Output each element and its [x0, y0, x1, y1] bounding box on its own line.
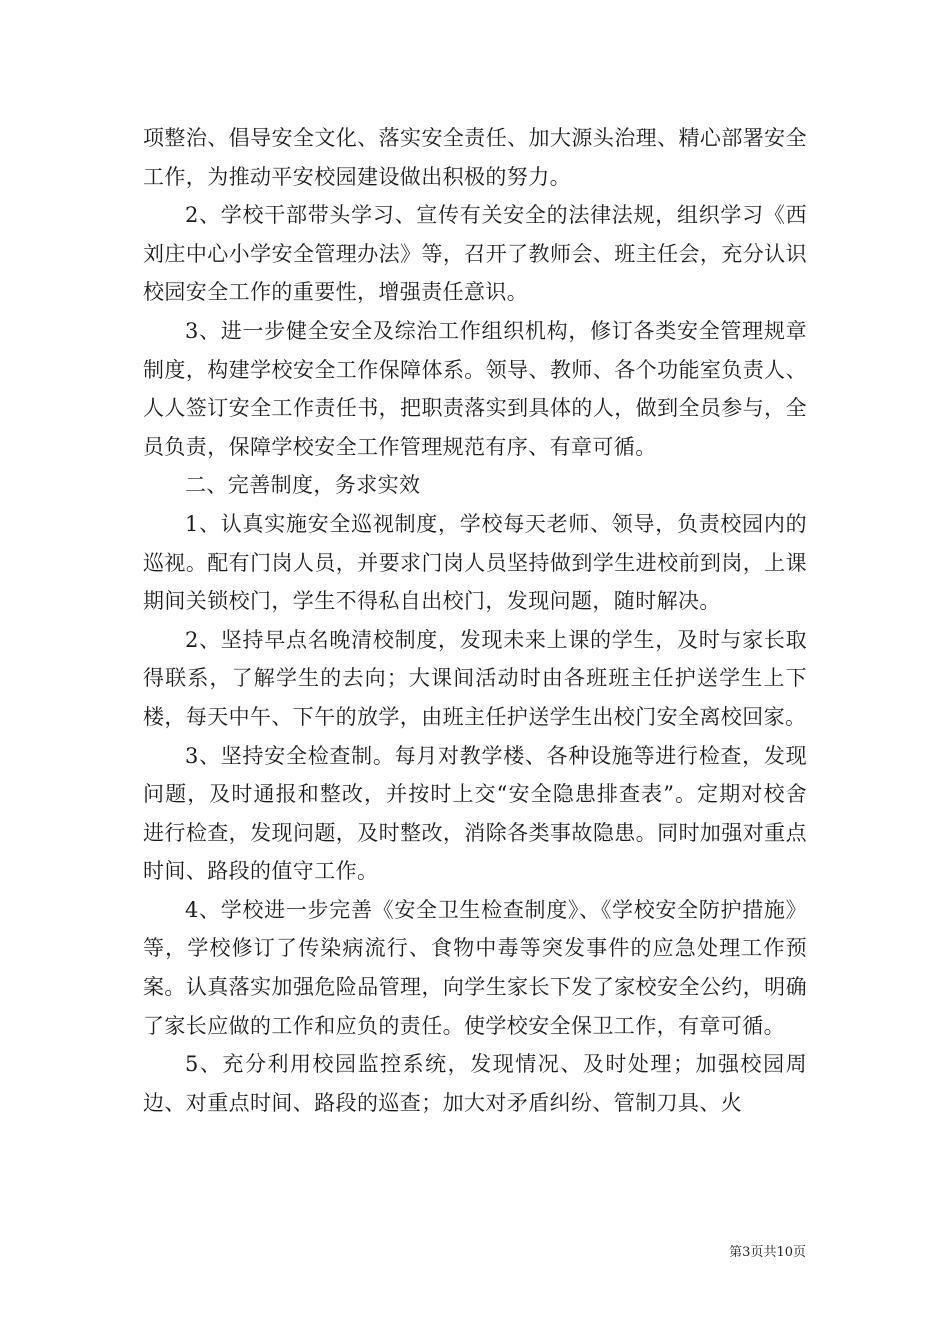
- paragraph-2: 2、学校干部带头学习、宣传有关安全的法律法规，组织学习《西刘庄中心小学安全管理办法》等，召开了教师会、班主任会，充分认识校园安全工作的重要性，增强责任意识。: [143, 203, 807, 305]
- paragraph-8: 4、学校进一步完善《安全卫生检查制度》、《学校安全防护措施》等，学校修订了传染病流行、食物中毒等突发事件的应急处理工作预案。认真落实加强危险品管理，向学生家长下发了家校安全公约，明确了家长应做的工作和应负的责任。使学校安全保卫工作，有章可循。: [143, 897, 807, 1038]
- page-number-footer: 第3页共10页: [729, 1245, 806, 1260]
- section-heading: 二、完善制度，务求实效: [185, 473, 421, 498]
- paragraph-1: 项整治、倡导安全文化、落实安全责任、加大源头治理、精心部署安全工作，为推动平安校园建设做出积极的努力。: [143, 126, 807, 189]
- paragraph-6: 2、坚持早点名晚清校制度，发现未来上课的学生，及时与家长取得联系，了解学生的去向；大课间活动时由各班班主任护送学生上下楼，每天中午、下午的放学，由班主任护送学生出校门安全离校回家。: [143, 627, 807, 729]
- document-body: [143, 119, 807, 1122]
- paragraph-7: 3、坚持安全检查制。每月对教学楼、各种设施等进行检查，发现问题，及时通报和整改，并按时上交“安全隐患排查表”。定期对校舍进行检查，发现问题，及时整改，消除各类事故隐患。同时加强对重点时间、路段的值守工作。: [143, 743, 807, 884]
- paragraph-9: 5、充分利用校园监控系统，发现情况、及时处理；加强校园周边、对重点时间、路段的巡查；加大对矛盾纠纷、管制刀具、火: [143, 1052, 807, 1115]
- paragraph-3: 3、进一步健全安全及综治工作组织机构，修订各类安全管理规章制度，构建学校安全工作保障体系。领导、教师、各个功能室负责人、人人签订安全工作责任书，把职责落实到具体的人，做到全员参与，全员负责，保障学校安全工作管理规范有序、有章可循。: [143, 318, 807, 459]
- paragraph-5: 1、认真实施安全巡视制度，学校每天老师、领导，负责校园内的巡视。配有门岗人员，并要求门岗人员坚持做到学生进校前到岗，上课期间关锁校门，学生不得私自出校门，发现问题，随时解决。: [143, 511, 807, 614]
